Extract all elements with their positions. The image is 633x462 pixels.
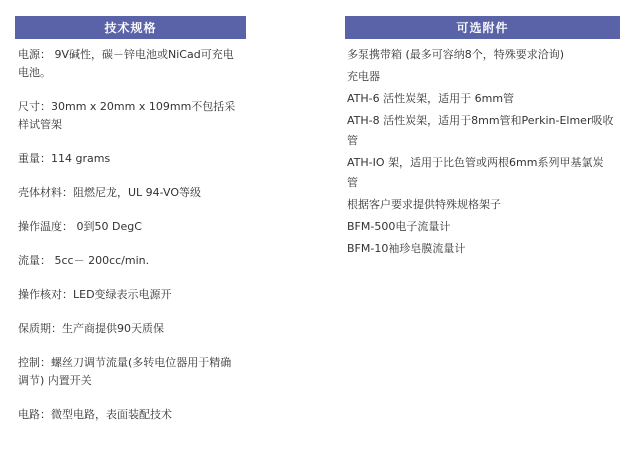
spec-column xyxy=(15,16,246,440)
accessories-column xyxy=(345,16,620,261)
spec-item-weight: 重量：114 grams xyxy=(18,152,111,165)
spec-header: 技术规格 xyxy=(15,16,246,39)
accessories-header: 可选附件 xyxy=(345,16,620,39)
spec-item-housing: 壳体材料：阻燃尼龙，UL 94-VO等级 xyxy=(18,186,201,199)
accessory-item-athio: ATH-IO 架，适用于比色管或两根6mm系列甲基氯炭管 xyxy=(347,156,604,189)
accessory-item-charger: 充电器 xyxy=(347,70,380,83)
spec-list xyxy=(15,46,246,424)
spec-item-size: 尺寸：30mm x 20mm x 109mm不包括采样试管架 xyxy=(18,100,236,131)
accessory-item-ath8: ATH-8 活性炭架，适用于8mm管和Perkin-Elmer吸收管 xyxy=(347,114,614,147)
accessory-item-ath6: ATH-6 活性炭架，适用于 6mm管 xyxy=(347,92,515,105)
spec-item-circuit: 电路：微型电路，表面装配技术 xyxy=(18,408,172,421)
spec-item-temperature: 操作温度： 0到50 DegC xyxy=(18,220,142,233)
accessory-item-bfm10: BFM-10袖珍皂膜流量计 xyxy=(347,242,466,255)
accessory-item-case: 多泵携带箱 (最多可容纳8个，特殊要求洽询) xyxy=(347,48,565,61)
spec-item-warranty: 保质期：生产商提供90天质保 xyxy=(18,322,164,335)
accessory-item-bfm500: BFM-500电子流量计 xyxy=(347,220,451,233)
accessories-list xyxy=(345,45,620,259)
spec-item-control: 控制：螺丝刀调节流量(多转电位器用于精确调节) 内置开关 xyxy=(18,356,232,387)
accessory-item-custom-rack: 根据客户要求提供特殊规格架子 xyxy=(347,198,501,211)
spec-item-flow: 流量： 5cc－ 200cc/min. xyxy=(18,254,150,267)
spec-item-check: 操作核对：LED变绿表示电源开 xyxy=(18,288,172,301)
spec-item-power: 电源： 9V碱性，碳－锌电池或NiCad可充电电池。 xyxy=(18,48,234,79)
header-gap xyxy=(246,16,345,39)
